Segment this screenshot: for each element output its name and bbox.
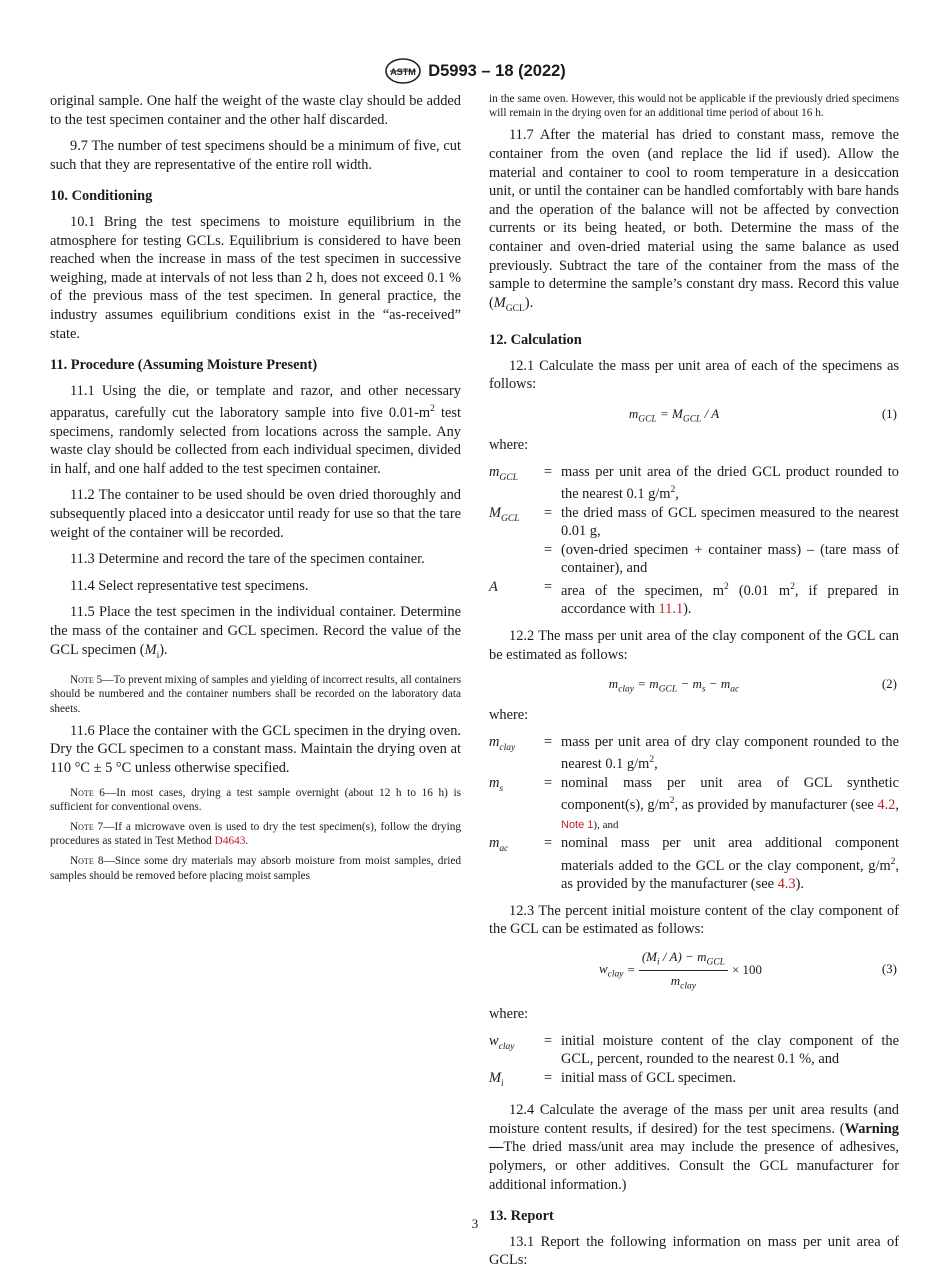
link-note-1[interactable]: Note 1 [561,818,594,831]
equation-3-body [599,949,762,991]
definitions-3 [489,1032,899,1094]
link-d4643[interactable]: D4643 [214,835,246,848]
def-text: nominal mass per unit area additional component materials added to the GCL or the clay component, $g/m^2$, as provided by the manufacturer (see 4.3). [561,835,899,893]
note-5-label: Note 5 [70,674,103,687]
p11-1-sup: 2 [430,404,435,415]
astm-logo-text: ASTM [390,67,416,77]
p11-7-text-a: 11.7 After the material has dried to constant mass, remove the container from the oven (and replace the lid if used). Allow the material and container to cool to room temperature in a desiccation unit, or until the container can be handled comfortably with bare hands and the operation of the balance will not be affected by convection currents or its being heated, or both. Determine the mass of the container and oven-dried material using the same balance as used previously. Subtract the tare of the container from the mass of the sample to determine the sample’s constant dry mass. Record this value ( [489,127,899,311]
definitions-2 [489,733,899,894]
astm-logo-icon [384,58,422,84]
note-6-text: —In most cases, drying a test sample overnight (about 12 h to 16 h) is sufficient for conventional ovens. [50,786,462,813]
paragraph-12-3: 12.3 The percent initial moisture content of the clay component of the GCL can be estimated as follows: [489,902,899,938]
paragraph-12-1: 12.1 Calculate the mass per unit area of each of the specimens as follows: [489,357,899,393]
p11-5-text-b: ). [159,641,168,658]
paragraph-10-1: 10.1 Bring the test specimens to moisture equilibrium in the atmosphere for testing GCLs. Equilibrium is considered to have been reached when the increase in mass of the test specimen in successive weighing, made at intervals of not less than 2 h, does not exceed 0.1 % of the previous mass of the test specimen. In general practice, the industry assumes equilibrium conditions exist in the “as-received” state. [50,213,461,342]
note-7-text-b: . [245,835,249,848]
where-3: where: [489,1006,529,1023]
def-symbol: $M_i$ [489,1069,504,1089]
paragraph-12-2: 12.2 The mass per unit area of the clay component of the GCL can be estimated as follows: [489,627,899,663]
left-column [50,92,461,889]
eq3-times: × 100 [731,962,763,978]
section-heading-10: 10. Conditioning [50,188,153,205]
definition-row [489,463,899,504]
p11-7-sub: GCL [505,303,525,314]
definition-row-mi [489,1069,899,1093]
def-text: initial moisture content of the clay component of the GCL, percent, rounded to the nearest 0.1 %, and [561,1032,899,1068]
right-column [489,92,899,1278]
equation-1-body [489,406,859,425]
def-symbol: A [489,578,498,595]
eq1-rhs-sub: GCL [682,414,702,425]
equation-1 [489,402,899,428]
def-equals: = [543,835,553,852]
link-4-2[interactable]: 4.2 [877,797,896,814]
def-equals: = [543,1069,553,1086]
warning-label: Warning— [489,1120,899,1156]
equation-2 [489,672,899,698]
definition-row-ms [489,774,899,835]
def-equals: = [543,774,553,791]
def-symbol: $m_{ac}$ [489,835,509,855]
standard-designation: D5993 – 18 (2022) [428,61,566,80]
p11-1-text-a: 11.1 Using the die, or template and razor, and other necessary apparatus, carefully cut the laboratory sample into five 0.01-m [50,382,461,422]
eq1-eq: = M [656,406,683,421]
link-11-1[interactable]: 11.1 [658,601,684,618]
paragraph-12-4: 12.4 Calculate the average of the mass per unit area results (and moisture content results, if desired) for the test specimens. (Warning—The dried mass/unit area may include the presence of adhesives, polymers, or other additives. Consult the GCL manufacturer for additional information.) [489,1102,899,1193]
def-equals: = [543,541,553,558]
def-symbol: $m_{GCL}$ [489,463,518,483]
note-8-continued: in the same oven. However, this would not be applicable if the previously dried specimens will remain in the drying oven for an additional time period of about 16 h. [489,93,899,120]
p11-5-text-a: 11.5 Place the test specimen in the individual container. Determine the mass of the container and GCL specimen. Record the value of the GCL specimen ( [50,604,461,658]
definition-row [489,504,899,541]
definition-row-mac [489,834,899,894]
note-5-text: —To prevent mixing of samples and yielding of incorrect results, all containers should be numbered and the container numbers shall be recorded on the laboratory data sheets. [50,674,462,715]
def-equals: = [543,733,553,750]
note-8-text: —Since some dry materials may absorb moisture from moist samples, dried samples should be removed before placing moist samples [50,855,462,882]
def-text: the dried mass of GCL specimen measured to the nearest 0.01 g, [561,504,899,540]
eq3-numerator: $(M_i / A) - m_{GCL}$ [639,949,728,971]
paragraph-11-2: 11.2 The container to be used should be oven dried thoroughly and subsequently placed into a desiccator until ready for use so that the tare weight of the container will be recorded. [50,487,461,541]
def-symbol: $M_{GCL}$ [489,504,520,524]
page-number: 3 [471,1216,479,1231]
paragraph-11-4: 11.4 Select representative test specimens. [70,577,309,594]
page-header [0,58,950,84]
paragraph-13-1: 13.1 Report the following information on mass per unit area of GCLs: [489,1233,899,1269]
paragraph-11-5 [50,603,461,665]
definition-row-mclay [489,733,899,774]
paragraph-11-6: 11.6 Place the container with the GCL specimen in the drying oven. Dry the GCL specimen to a constant mass. Maintain the drying oven at 110 °C ± 5 °C unless otherwise specified. [50,722,461,776]
paragraph-11-1 [50,382,461,479]
equation-3-number: (3) [881,961,897,977]
definition-row-wclay [489,1032,899,1069]
def-symbol: $m_{clay}$ [489,733,516,753]
equation-1-number: (1) [881,406,897,421]
def-text: initial mass of GCL specimen. [561,1069,736,1086]
note-6-label: Note 6 [70,786,105,799]
note-7-text-a: —If a microwave oven is used to dry the test specimen(s), follow the drying procedures as stated in Test Method [50,820,462,848]
where-2: where: [489,707,529,724]
eq3-lhs: $w_{clay}$ [599,960,624,980]
paragraph-9-7: 9.7 The number of test specimens should be a minimum of five, cut such that they are representative of the entire roll width. [50,138,461,173]
note-5 [50,673,461,716]
equation-3 [489,947,899,997]
eq3-eq: = [627,962,635,978]
eq1-tail: / A [701,406,720,421]
def-symbol: $m_s$ [489,774,504,794]
note-8 [50,854,461,882]
def-symbol [489,541,535,578]
def-equals: = [543,463,553,480]
note-8-label: Note 8 [70,855,104,868]
section-heading-11: 11. Procedure (Assuming Moisture Present) [50,357,318,374]
section-heading-13: 13. Report [489,1208,554,1225]
paragraph-11-3: 11.3 Determine and record the tare of the specimen container. [70,551,425,568]
paragraph-continued: original sample. One half the weight of the waste clay should be added to the test specimen container and the other half discarded. [50,93,461,128]
definition-row [489,541,899,578]
def-text: nominal mass per unit area of GCL synthetic component(s), $g/m^2$, as provided by manufacturer (see 4.2, Note 1), and [561,774,899,831]
p11-7-text-b: ). [524,294,534,311]
eq1-lhs: m [628,406,639,421]
def-text: (oven-dried specimen + container mass) – (tare mass of container), and [561,541,899,577]
where-1: where: [489,437,529,453]
eq1-lhs-sub: GCL [638,414,657,425]
definition-row-a [489,578,899,619]
section-heading-12: 12. Calculation [489,332,582,349]
eq3-fraction [639,949,728,991]
equation-2-body: $m_{clay} = m_{GCL} - m_s - m_{ac}$ [608,676,740,695]
equation-2-number: (2) [881,676,897,692]
p11-5-symbol: M [144,641,157,658]
def-text: area of the specimen, $m^2$ (0.01 $m^2$, if prepared in accordance with 11.1). [561,581,899,618]
p11-5-sub: i [156,650,160,661]
def-text: mass per unit area of dry clay component rounded to the nearest 0.1 $g/m^2$, [561,733,899,773]
note-6 [50,786,461,814]
def-equals: = [543,1032,553,1049]
note-7-label: Note 7 [70,820,104,833]
link-4-3[interactable]: 4.3 [777,876,796,893]
p11-1-text-b: test specimens, randomly selected from locations across the sample. Any waste clay should be collected from each individual specimen, divided in half, and one half added to the test specimen container. [50,405,461,477]
note-7 [50,820,461,848]
paragraph-11-7 [489,126,899,318]
def-equals: = [543,578,553,595]
definitions-1 [489,463,899,619]
def-symbol: $w_{clay}$ [489,1032,515,1052]
p11-7-symbol: M [493,294,506,311]
eq3-denominator: $m_{clay}$ [670,972,696,992]
def-text: mass per unit area of the dried GCL product rounded to the nearest 0.1 $g/m^2$, [561,463,899,502]
def-equals: = [543,504,553,521]
